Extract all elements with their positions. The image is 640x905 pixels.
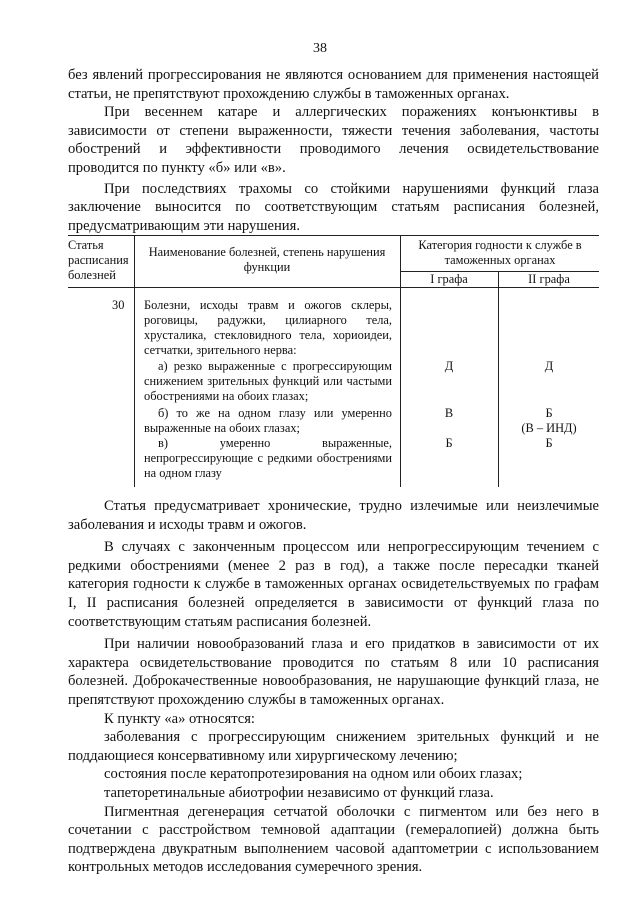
- table-row-a-text: а) резко выраженные с прогрессирующим снижением зрительных функций или частыми обострениями на обоих глазах;: [144, 359, 392, 403]
- header-category: Категория годности к службе в таможенных органах: [418, 238, 582, 267]
- paragraph: К пункту «а» относятся:: [104, 710, 255, 727]
- table-row-a-graph-2: Д: [544, 359, 554, 373]
- table-row-c-graph-1: Б: [445, 436, 453, 450]
- table-row-c-text: в) умеренно выраженные, непрогрессирующие с редкими обострениями на одном глазу: [144, 436, 392, 480]
- paragraph: При последствиях трахомы со стойкими нарушениями функций глаза заключение выносится по соответствующим статьям расписания болезней, предусматривающим эти нарушения.: [68, 180, 599, 234]
- paragraph: При весеннем катаре и аллергических поражениях конъюнктивы в зависимости от степени выраженности, тяжести течения заболевания, частоты обострений и эффективности проводимого лечения освидетельствование проводится по пункту «б» или «в».: [68, 104, 599, 176]
- paragraph: При наличии новообразований глаза и его придатков в зависимости от их характера освидетельствование проводится по статьям 8 или 10 расписания болезней. Доброкачественные новообразования, не нарушающие функций глаза, не препятствуют прохождению службы в таможенных органах.: [68, 636, 599, 708]
- paragraph: без явлений прогрессирования не являются основанием для применения настоящей статьи, не препятствуют прохождению службы в таможенных органах.: [68, 67, 599, 102]
- table-row-b-graph-1: В: [444, 406, 454, 420]
- table-row-b-text: б) то же на одном глазу или умеренно выраженные на обоих глазах;: [144, 406, 392, 435]
- table-row-a-graph-1: Д: [444, 359, 454, 373]
- article-number: 30: [112, 298, 125, 312]
- paragraph: Статья предусматривает хронические, трудно излечимые или неизлечимые заболевания и исходы травм и ожогов.: [68, 498, 599, 533]
- list-item: тапеторетинальные абиотрофии независимо от функций глаза.: [104, 784, 494, 801]
- header-article: Статья расписания болезней: [68, 238, 129, 282]
- body-text: [68, 497, 599, 877]
- intro-text: [68, 66, 599, 235]
- article-intro: Болезни, исходы травм и ожогов склеры, роговицы, радужки, цилиарного тела, хрусталика, стекловидного тела, хориоидеи, сетчатки, зрительного нерва:: [144, 298, 392, 357]
- table-row-b-graph-2: Б: [545, 406, 553, 420]
- header-graph-2: II графа: [528, 272, 570, 286]
- table-row-b-graph-2-note: (В – ИНД): [521, 421, 577, 435]
- disease-schedule-table: [68, 235, 599, 487]
- list-item: состояния после кератопротезирования на одном или обоих глазах;: [104, 766, 523, 783]
- paragraph: В случаях с законченным процессом или непрогрессирующим течением с редкими обострениями (менее 2 раз в год), а также после пересадки тканей категория годности к службе в таможенных органах освидетельствуемых по графам I, II расписания болезней определяется в зависимости от функций глаза по соответствующим статьям расписания болезней.: [68, 539, 599, 630]
- page-number: 38: [313, 41, 327, 56]
- header-graph-1: I графа: [430, 272, 468, 286]
- header-disease-name: Наименование болезней, степень нарушения функции: [148, 245, 386, 274]
- list-item: заболевания с прогрессирующим снижением зрительных функций и не поддающиеся консервативному или хирургическому лечению;: [68, 729, 599, 764]
- paragraph: Пигментная дегенерация сетчатой оболочки с пигментом или без него в сочетании с расстройством темновой адаптации (гемералопией) должна быть подтверждена двукратным выполнением часовой адаптометрии с использованием контрольных методов исследования сумеречного зрения.: [68, 803, 599, 876]
- table-row-c-graph-2: Б: [545, 436, 553, 450]
